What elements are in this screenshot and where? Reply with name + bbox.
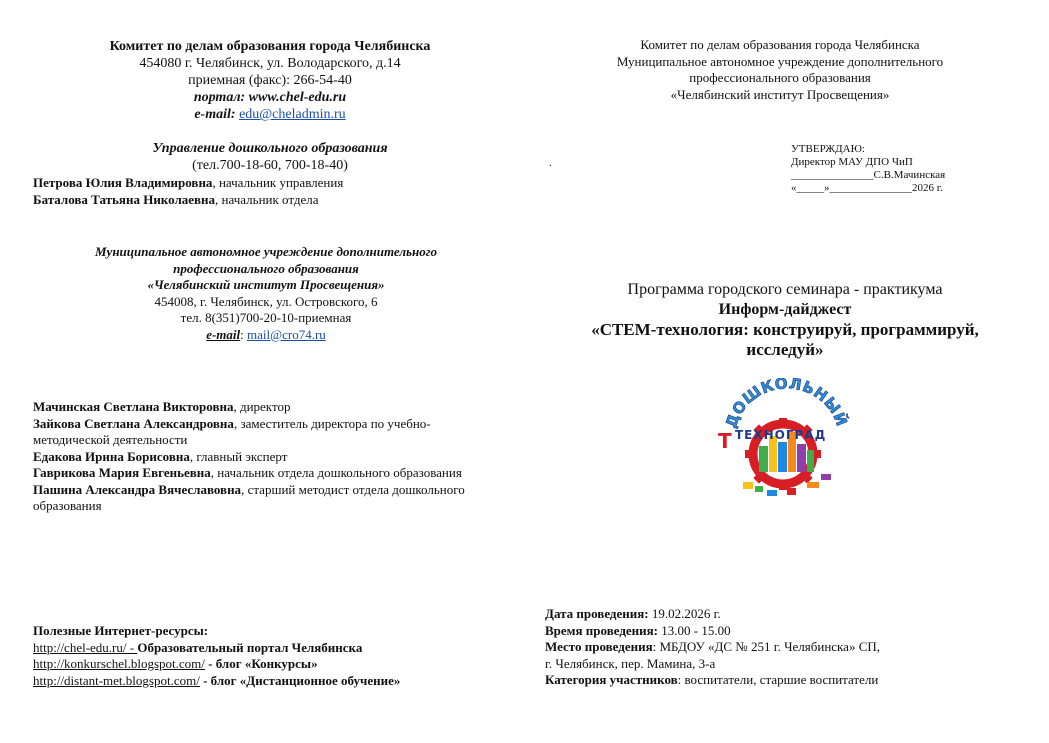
logo-arc-text: ДОШКОЛЬНЫЙ [721,378,850,431]
resource-link[interactable]: http://distant-met.blogspot.com/ [33,672,200,688]
institute-phone: тел. 8(351)700-20-10-приемная [180,310,352,325]
event-details [545,606,1025,689]
institute-block: Муниципальное автономное учреждение дополнительного профессионального образования «Челябинский институт Просвещения» 454008, г. Челябинск, ул. Островского, 6 тел. 8(351)700-20-10-приемная e-mail: mail@cro74.ru [30,244,502,343]
logo-letter-t: Т [718,429,732,453]
program-subtitle: Программа городского семинара - практикума [627,281,943,298]
approval-signature: _______________С.В.Мачинская [791,169,946,181]
detail-time: Время проведения: 13.00 - 15.00 [545,622,731,638]
resource-link[interactable]: http://chel-edu.ru/ - [33,639,138,655]
detail-date: Дата проведения: 19.02.2026 г. [545,606,721,621]
program-topic-2: исследуй» [746,340,824,359]
preschool-dept-title: Управление дошкольного образования [152,141,388,156]
program-topic-1: «СТЕМ-технология: конструируй, программируй, [591,320,979,339]
person-row: Петрова Юлия Владимировна, начальник управления [33,175,344,190]
staff-row: Едакова Ирина Борисовна, главный эксперт [33,448,288,464]
institute-email-label: e-mail [206,326,241,342]
committee-email-link[interactable]: edu@cheladmin.ru [239,107,346,122]
resource-link[interactable]: http://konkurschel.blogspot.com/ [33,656,205,671]
preschool-dept-block [30,140,510,174]
resource-row: http://chel-edu.ru/ - Образовательный портал Челябинска [33,639,363,655]
technograd-logo-art [715,378,850,503]
approval-position: Директор МАУ ДПО ЧиП [791,156,913,168]
institute-email-link[interactable]: mail@cro74.ru [247,326,326,342]
program-title-block [540,280,1030,360]
detail-venue: Место проведения: МБДОУ «ДС № 251 г. Челябинска» СП, [545,639,881,654]
resources-block [33,623,513,689]
preschool-people [33,175,503,208]
technograd-logo [715,378,850,503]
institute-address: 454008, г. Челябинск, ул. Островского, 6 [154,293,378,309]
logo-main-text: ТЕХНОГРАД [735,428,827,442]
preschool-dept-phone: (тел.700-18-60, 700-18-40) [192,158,348,173]
right-header: Комитет по делам образования города Челябинска Муниципальное автономное учреждение дополнительного профессионального образования «Челябинский институт Просвещения» [616,37,944,102]
approval-block [791,143,1011,195]
institute-title-1: Муниципальное автономное учреждение дополнительного [94,244,438,259]
staff-row: Мачинская Светлана Викторовна, директор [33,399,291,414]
committee-email-label: e-mail: [194,107,236,122]
committee-phone: приемная (факс): 266-54-40 [188,73,352,88]
program-name: Информ-дайджест [718,301,852,318]
staff-list [33,399,503,515]
committee-name: Комитет по делам образования города Челябинска [109,39,431,54]
stray-dot: . [549,157,552,169]
detail-participants: Категория участников: воспитатели, старшие воспитатели [545,672,879,687]
detail-address: г. Челябинск, пер. Мамина, 3-а [545,655,716,671]
staff-row: Зайкова Светлана Александровна, заместитель директора по учебно-методической деятельности [33,415,431,447]
staff-row: Гаврикова Мария Евгеньевна, начальник отдела дошкольного образования [33,465,462,480]
resource-row: http://distant-met.blogspot.com/ - блог «Дистанционное обучение» [33,672,401,688]
committee-address: 454080 г. Челябинск, ул. Володарского, д.14 [139,56,401,71]
committee-block [30,38,510,123]
resources-title: Полезные Интернет-ресурсы: [33,623,209,638]
resource-row: http://konkurschel.blogspot.com/ - блог «Конкурсы» [33,656,318,671]
institute-title-3: «Челябинский институт Просвещения» [147,277,385,292]
committee-portal: портал: www.chel-edu.ru [193,90,347,105]
approval-title: УТВЕРЖДАЮ: [791,143,865,155]
approval-date: «_____»_______________2026 г. [791,182,943,194]
institute-title-2: профессионального образования [173,260,359,276]
staff-row: Пашина Александра Вячеславовна, старший методист отдела дошкольного образования [33,481,465,513]
person-row: Баталова Татьяна Николаевна, начальник отдела [33,191,319,207]
